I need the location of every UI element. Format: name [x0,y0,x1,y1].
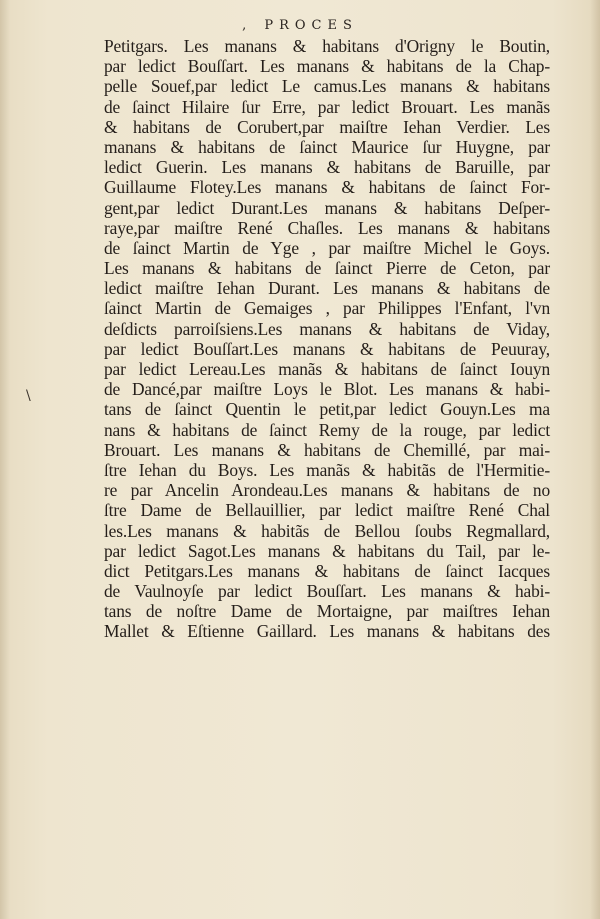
text-line: ledict Guerin. Les manans & habitans de Baruille, par [104,157,550,178]
text-line: de ſainct Martin de Yge , par maiſtre Michel le Goys. [104,237,550,258]
page-edge-right [590,0,600,919]
page-edge-left [0,0,10,919]
text-line: raye,par maiſtre René Chaſles. Les manans & habitans [104,217,550,238]
running-head [0,18,600,33]
text-line: Les manans & habitans de ſainct Pierre de Ceton, par [104,258,550,279]
text-line: manans & habitans de ſainct Maurice ſur Huygne, par [104,136,550,157]
text-line: par ledict Sagot.Les manans & habitans du Tail, par le- [104,540,550,561]
text-line: les.Les manans & habitãs de Bellou ſoubs Regmallard, [104,520,550,541]
text-line: ledict maiſtre Iehan Durant. Les manans & habitans de [104,278,550,299]
text-line: tans de ſainct Quentin le petit,par ledict Gouyn.Les ma [104,399,550,420]
text-line: ſtre Dame de Bellauillier, par ledict maiſtre René Chal [104,500,550,521]
text-line: ſtre Iehan du Boys. Les manãs & habitãs de l'Hermitie- [104,459,550,480]
text-line: par ledict Lereau.Les manãs & habitans de ſainct Iouyn [104,359,550,379]
text-line: re par Ancelin Arondeau.Les manans & habitans de no [104,480,550,501]
text-line: Mallet & Eſtienne Gaillard. Les manans & habitans des [104,621,550,642]
text-line: dict Petitgars.Les manans & habitans de ſainct Iacques [104,560,550,581]
text-line: de ſainct Hilaire ſur Erre, par ledict Brouart. Les manãs [104,96,550,117]
text-line: par ledict Bouſſart.Les manans & habitans de Peuuray, [104,338,550,359]
text-line: gent,par ledict Durant.Les manans & habitans Deſper- [104,197,550,218]
text-line: Petitgars. Les manans & habitans d'Origny le Boutin, [104,36,550,56]
text-line: de Vaulnoyſe par ledict Bouſſart. Les manans & habi- [104,581,550,602]
margin-mark: \ [26,388,31,404]
text-line: Brouart. Les manans & habitans de Chemillé, par mai- [104,439,550,460]
running-head-mark: , [242,18,247,33]
text-line: par ledict Bouſſart. Les manans & habitans de la Chap- [104,56,550,77]
text-line: Guillaume Flotey.Les manans & habitans de ſainct For- [104,177,550,198]
running-head-title: PROCES [264,18,358,33]
body-text [104,36,550,642]
text-line: ſainct Martin de Gemaiges , par Philippes l'Enfant, l'vn [104,298,550,319]
text-line: pelle Souef,par ledict Le camus.Les manans & habitans [104,76,550,97]
text-line: deſdicts parroiſsiens.Les manans & habitans de Viday, [104,318,550,339]
text-line: nans & habitans de ſainct Remy de la rouge, par ledict [104,419,550,440]
text-line: & habitans de Corubert,par maiſtre Iehan Verdier. Les [104,116,550,137]
text-line: de Dancé,par maiſtre Loys le Blot. Les manans & habi- [104,379,550,400]
text-line: tans de noſtre Dame de Mortaigne, par maiſtres Iehan [104,601,550,622]
